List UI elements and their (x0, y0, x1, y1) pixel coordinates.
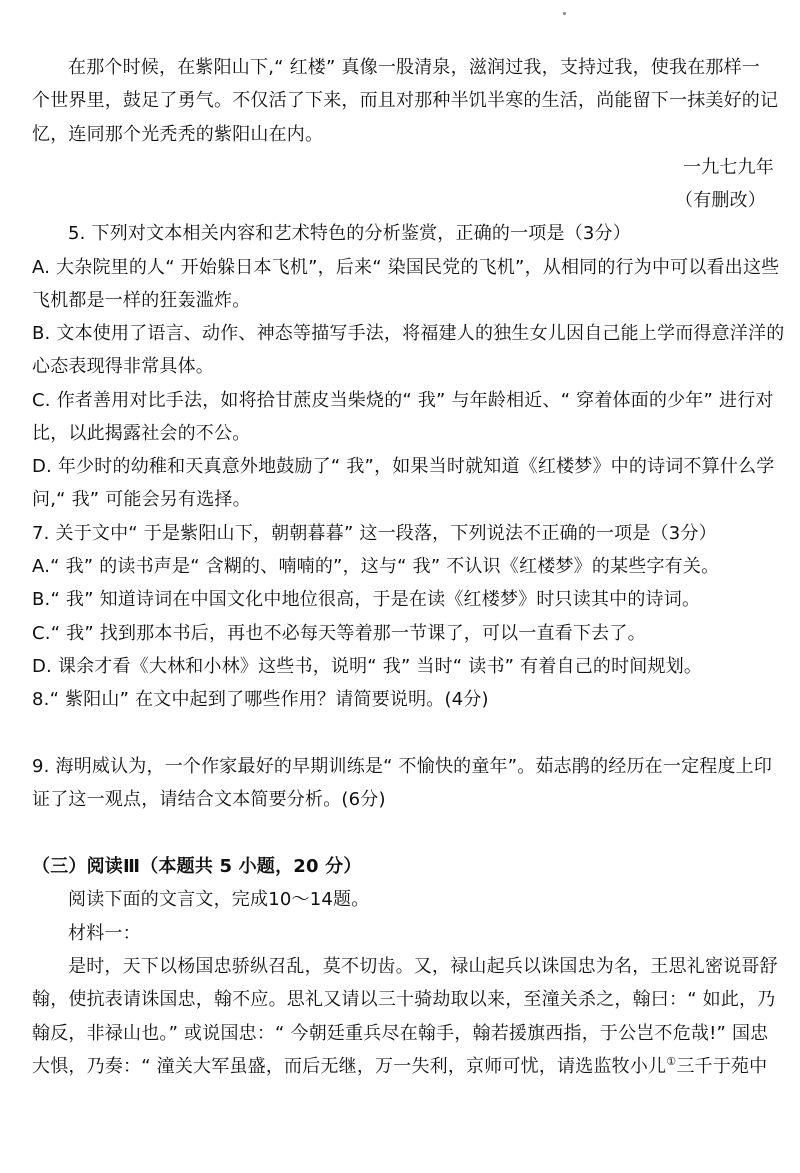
classical-text-line-1: 是时，天下以杨国忠骄纵召乱，莫不切齿。又，禄山起兵以诛国忠为名，王思礼密说哥舒 (68, 956, 778, 977)
passage-line-2: 个世界里，鼓足了勇气。不仅活了下来，而且对那种半饥半寒的生活，尚能留下一抹美好的记 (32, 90, 779, 111)
q5-option-c-line-1: C. 作者善用对比手法，如将拾甘蔗皮当柴烧的“ 我” 与年龄相近、“ 穿着体面的少年” 进行对 (32, 390, 774, 411)
q7-option-b: B.“ 我” 知道诗词在中国文化中地位很高，于是在读《红楼梦》时只读其中的诗词。 (32, 589, 701, 610)
scan-speck (563, 12, 566, 15)
footnote-marker: ① (666, 1055, 677, 1068)
q5-option-d-line-1: D. 年少时的幼稚和天真意外地鼓励了“ 我”，如果当时就知道《红楼梦》中的诗词不算什么学 (32, 456, 775, 477)
q7-option-d: D. 课余才看《大林和小林》这些书，说明“ 我” 当时“ 读书” 有着自己的时间规划。 (32, 656, 703, 677)
passage-line-3: 忆，连同那个光秃秃的紫阳山在内。 (32, 124, 324, 145)
passage-note: （有删改） (675, 190, 766, 211)
q9-line-1: 9. 海明威认为，一个作家最好的早期训练是“ 不愉快的童年”。茹志鹃的经历在一定程度上印 (32, 756, 773, 777)
q5-option-a-line-2: 飞机都是一样的狂轰滥炸。 (32, 290, 251, 311)
q5-stem: 5. 下列对文本相关内容和艺术特色的分析鉴赏，正确的一项是（3分） (68, 223, 631, 244)
q5-option-b-line-2: 心态表现得非常具体。 (32, 356, 214, 377)
section-3-instruction: 阅读下面的文言文，完成10～14题。 (68, 889, 370, 910)
passage-line-1: 在那个时候，在紫阳山下,“ 红楼” 真像一股清泉，滋润过我，支持过我，使我在那样一 (68, 57, 761, 78)
q7-option-c: C.“ 我” 找到那本书后，再也不必每天等着那一节课了，可以一直看下去了。 (32, 623, 646, 644)
q5-option-c-line-2: 比，以此揭露社会的不公。 (32, 423, 251, 444)
classical-text-line-4-tail: 三千于苑中 (676, 1056, 768, 1077)
passage-date: 一九七九年 (683, 157, 774, 178)
classical-text-line-4-main: 大惧，乃奏：“ 潼关大军虽盛，而后无继，万一失利，京师可忧，请选监牧小儿 (32, 1056, 667, 1077)
q9-line-2: 证了这一观点，请结合文本简要分析。(6分) (32, 789, 386, 810)
q5-option-a-line-1: A. 大杂院里的人“ 开始躲日本飞机”，后来“ 染国民党的飞机”，从相同的行为中可以看出这些 (32, 257, 780, 278)
section-3-heading: （三）阅读Ⅲ（本题共 5 小题，20 分） (32, 856, 362, 877)
q5-option-d-line-2: 问,“ 我” 可能会另有选择。 (32, 489, 251, 510)
q7-option-a: A.“ 我” 的读书声是“ 含糊的、喃喃的”，这与“ 我” 不认识《红楼梦》的某些字有关。 (32, 556, 720, 577)
classical-text-line-2: 翰，使抗表请诛国忠，翰不应。思礼又请以三十骑劫取以来，至潼关杀之，翰曰：“ 如此，乃 (32, 989, 776, 1010)
q5-option-b-line-1: B. 文本使用了语言、动作、神态等描写手法，将福建人的独生女儿因自己能上学而得意洋洋的 (32, 323, 785, 344)
classical-text-line-4 (32, 1055, 774, 1079)
material-1-label: 材料一： (68, 923, 141, 944)
q8-stem: 8.“ 紫阳山” 在文中起到了哪些作用？请简要说明。(4分) (32, 689, 489, 710)
classical-text-line-3: 翰反，非禄山也。” 或说国忠：“ 今朝廷重兵尽在翰手，翰若援旗西指，于公岂不危哉!” 国忠 (32, 1023, 769, 1044)
q7-stem: 7. 关于文中“ 于是紫阳山下，朝朝暮暮” 这一段落，下列说法不正确的一项是（3分） (32, 523, 717, 544)
